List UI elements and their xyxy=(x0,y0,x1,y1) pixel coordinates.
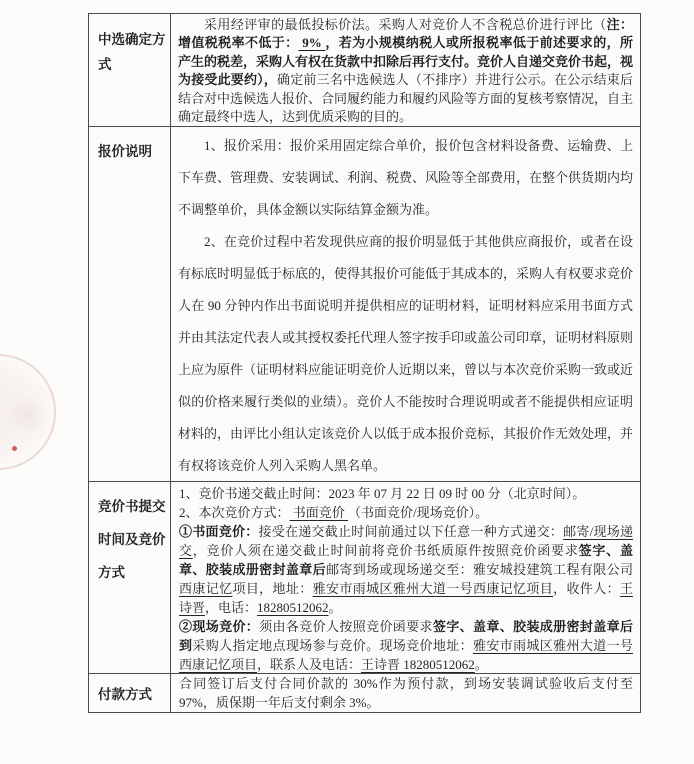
paragraph: 1、报价采用：报价采用固定综合单价，报价包含材料设备费、运输费、上下车费、管理费、安装调试、利润、税费、风险等全部费用，在整个供货期内均不调整单价，具体金额以实际结算金额为准。 xyxy=(178,138,634,217)
row-header-quotation-notes: 报价说明 xyxy=(89,127,171,481)
procurement-terms-table xyxy=(88,13,641,713)
row-content-payment-terms xyxy=(171,674,640,712)
paragraph: 2、在竞价过程中若发现供应商的报价明显低于其他供应商报价，或者在设有标底时明显低于标底的，使得其报价可能低于其成本的，采购人有权要求竞价人在 90 分钟内作出书面说明并提供相应的证明材料，证明材料应采用书面方式并由其法定代表人或其授权委托代理人签字按手印或盖公司印章，证明材料原则上应为原件（证明材料应能证明竞价人近期以来，曾以与本次竞价采购一致或近似的价格来履行类似的业绩）。竞价人不能按时合理说明或者不能提供相应证明材料的，由评比小组认定该竞价人以低于成本报价竞标，其报价作无效处理，并有权将该竞价人列入采购人黑名单。 xyxy=(178,234,634,473)
row-content-quotation-notes xyxy=(171,127,640,481)
table-row-selection-method xyxy=(89,14,640,127)
table-row-submission-time-method xyxy=(89,482,640,674)
paragraph: 2、本次竞价方式： 书面竞价 （书面竞价/现场竞价）。 xyxy=(179,505,489,520)
table-row-payment-terms xyxy=(89,674,640,712)
row-header-submission-time-method: 竞价书提交时间及竞价方式 xyxy=(89,482,171,673)
red-ink-dot xyxy=(12,446,17,451)
row-content-submission-time-method xyxy=(171,482,640,673)
table-row-quotation-notes xyxy=(89,127,640,482)
paragraph: ①书面竞价：接受在递交截止时间前通过以下任意一种方式递交：邮寄/现场递交，竞价人须在递交截止时间前将竞价书纸质原件按照竞价函要求签字、盖章、胶装成册密封盖章后邮寄到场或现场递交至：雅安城投建筑工程有限公司西康记忆项目，地址：雅安市雨城区雅州大道一号西康记忆项目，收件人：王诗晋，电话：18280512062。 xyxy=(179,524,633,615)
paragraph: ②现场竞价：须由各竞价人按照竞价函要求签字、盖章、胶装成册密封盖章后到采购人指定地点现场参与竞价。现场竞价地址：雅安市雨城区雅州大道一号西康记忆项目，联系人及电话：王诗晋 18280512062。 xyxy=(179,619,633,672)
paragraph: 采用经评审的最低投标价法。采购人对竞价人不含税总价进行评比（注：增值税税率不低于： 9% ，若为小规模纳税人或所报税率低于前述要求的，所产生的税差，采购人有权在货款中扣除后再行支付。竞价人自递交竞价书起，视为接受此要约），确定前三名中选候选人（不排序）并进行公示。在公示结束后结合对中选候选人报价、合同履约能力和履约风险等方面的复核考察情况，自主确定最终中选人，达到优质采购的目的。 xyxy=(178,17,634,125)
row-content-selection-method xyxy=(171,14,640,126)
row-header-payment-terms: 付款方式 xyxy=(89,674,171,712)
paragraph: 1、竞价书递交截止时间：2023 年 07 月 22 日 09 时 00 分（北京时间）。 xyxy=(179,486,586,501)
paragraph: 合同签订后支付合同价款的 30%作为预付款，到场安装调试验收后支付至 97%，质保期一年后支付剩余 3%。 xyxy=(179,676,633,710)
row-header-selection-method: 中选确定方式 xyxy=(89,14,171,126)
